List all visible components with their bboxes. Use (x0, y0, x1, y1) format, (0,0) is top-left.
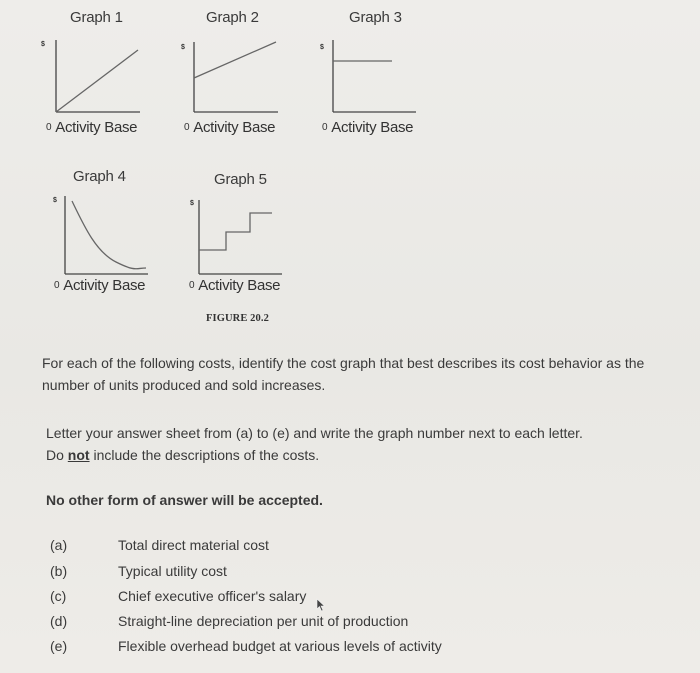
graph-1-zero: 0 (46, 122, 52, 133)
graph-2-dollar-sign: $ (181, 44, 185, 51)
exclusion-note-suffix: include the descriptions of the costs. (89, 447, 320, 463)
answer-format-warning: No other form of answer will be accepted. (46, 492, 323, 508)
graph-2-x-label (184, 119, 275, 136)
cost-item-description: Straight-line depreciation per unit of production (118, 613, 409, 629)
graph-3 (316, 6, 466, 146)
cost-item-description: Typical utility cost (118, 563, 227, 579)
mouse-pointer-icon (316, 598, 326, 612)
graph-5 (182, 164, 332, 304)
graph-1-title: Graph 1 (70, 9, 123, 26)
question-text: For each of the following costs, identify the cost graph that best describes its cost behavior as the number of units produced and sold increases. (42, 355, 645, 393)
cost-item-a (50, 537, 269, 553)
graph-4 (48, 164, 198, 304)
cost-item-letter: (b) (50, 563, 68, 579)
graph-1-dollar-sign: $ (41, 41, 45, 48)
cost-item-d (50, 613, 408, 629)
graph-4-x-label-text: Activity Base (63, 277, 146, 294)
cost-item-letter: (a) (50, 537, 68, 553)
graph-2-cost-line (194, 42, 276, 78)
graph-5-dollar-sign: $ (190, 200, 194, 207)
graph-2 (178, 6, 328, 146)
graph-3-zero: 0 (322, 122, 328, 133)
graph-3-dollar-sign: $ (320, 44, 324, 51)
graph-2-x-label-text: Activity Base (193, 119, 276, 136)
cost-item-letter: (d) (50, 613, 68, 629)
figure-caption: FIGURE 20.2 (206, 313, 269, 324)
cost-item-description: Chief executive officer's salary (118, 588, 307, 604)
cost-item-description: Total direct material cost (118, 537, 269, 553)
cost-item-description: Flexible overhead budget at various levels of activity (118, 638, 442, 654)
graph-4-dollar-sign: $ (53, 197, 57, 204)
graph-5-zero: 0 (189, 280, 195, 291)
exclusion-note (46, 444, 319, 466)
graph-2-title: Graph 2 (206, 9, 259, 26)
graph-5-x-label (189, 277, 280, 294)
cost-item-letter: (c) (50, 588, 67, 604)
exclusion-note-prefix: Do (46, 447, 68, 463)
graph-5-x-label-text: Activity Base (198, 277, 281, 294)
exclusion-note-emphasis: not (67, 447, 90, 463)
graph-3-x-label-text: Activity Base (331, 119, 414, 136)
cost-item-letter: (e) (50, 638, 68, 654)
graph-1-x-label (46, 119, 137, 136)
graph-3-x-label (322, 119, 413, 136)
graph-4-zero: 0 (54, 280, 60, 291)
graph-3-title: Graph 3 (349, 9, 402, 26)
graph-1-x-label-text: Activity Base (55, 119, 138, 136)
graph-5-title: Graph 5 (214, 171, 267, 188)
cost-item-c (50, 588, 306, 604)
graph-1 (40, 6, 190, 146)
cost-item-e (50, 638, 442, 654)
graph-5-cost-steps (199, 213, 272, 250)
cost-item-b (50, 563, 227, 579)
graph-1-cost-line (56, 50, 138, 112)
graph-4-cost-curve (72, 201, 146, 269)
graph-4-title: Graph 4 (73, 168, 126, 185)
graph-4-x-label (54, 277, 145, 294)
letter-instruction: Letter your answer sheet from (a) to (e) and write the graph number next to each letter. (46, 425, 583, 441)
graph-2-zero: 0 (184, 122, 190, 133)
